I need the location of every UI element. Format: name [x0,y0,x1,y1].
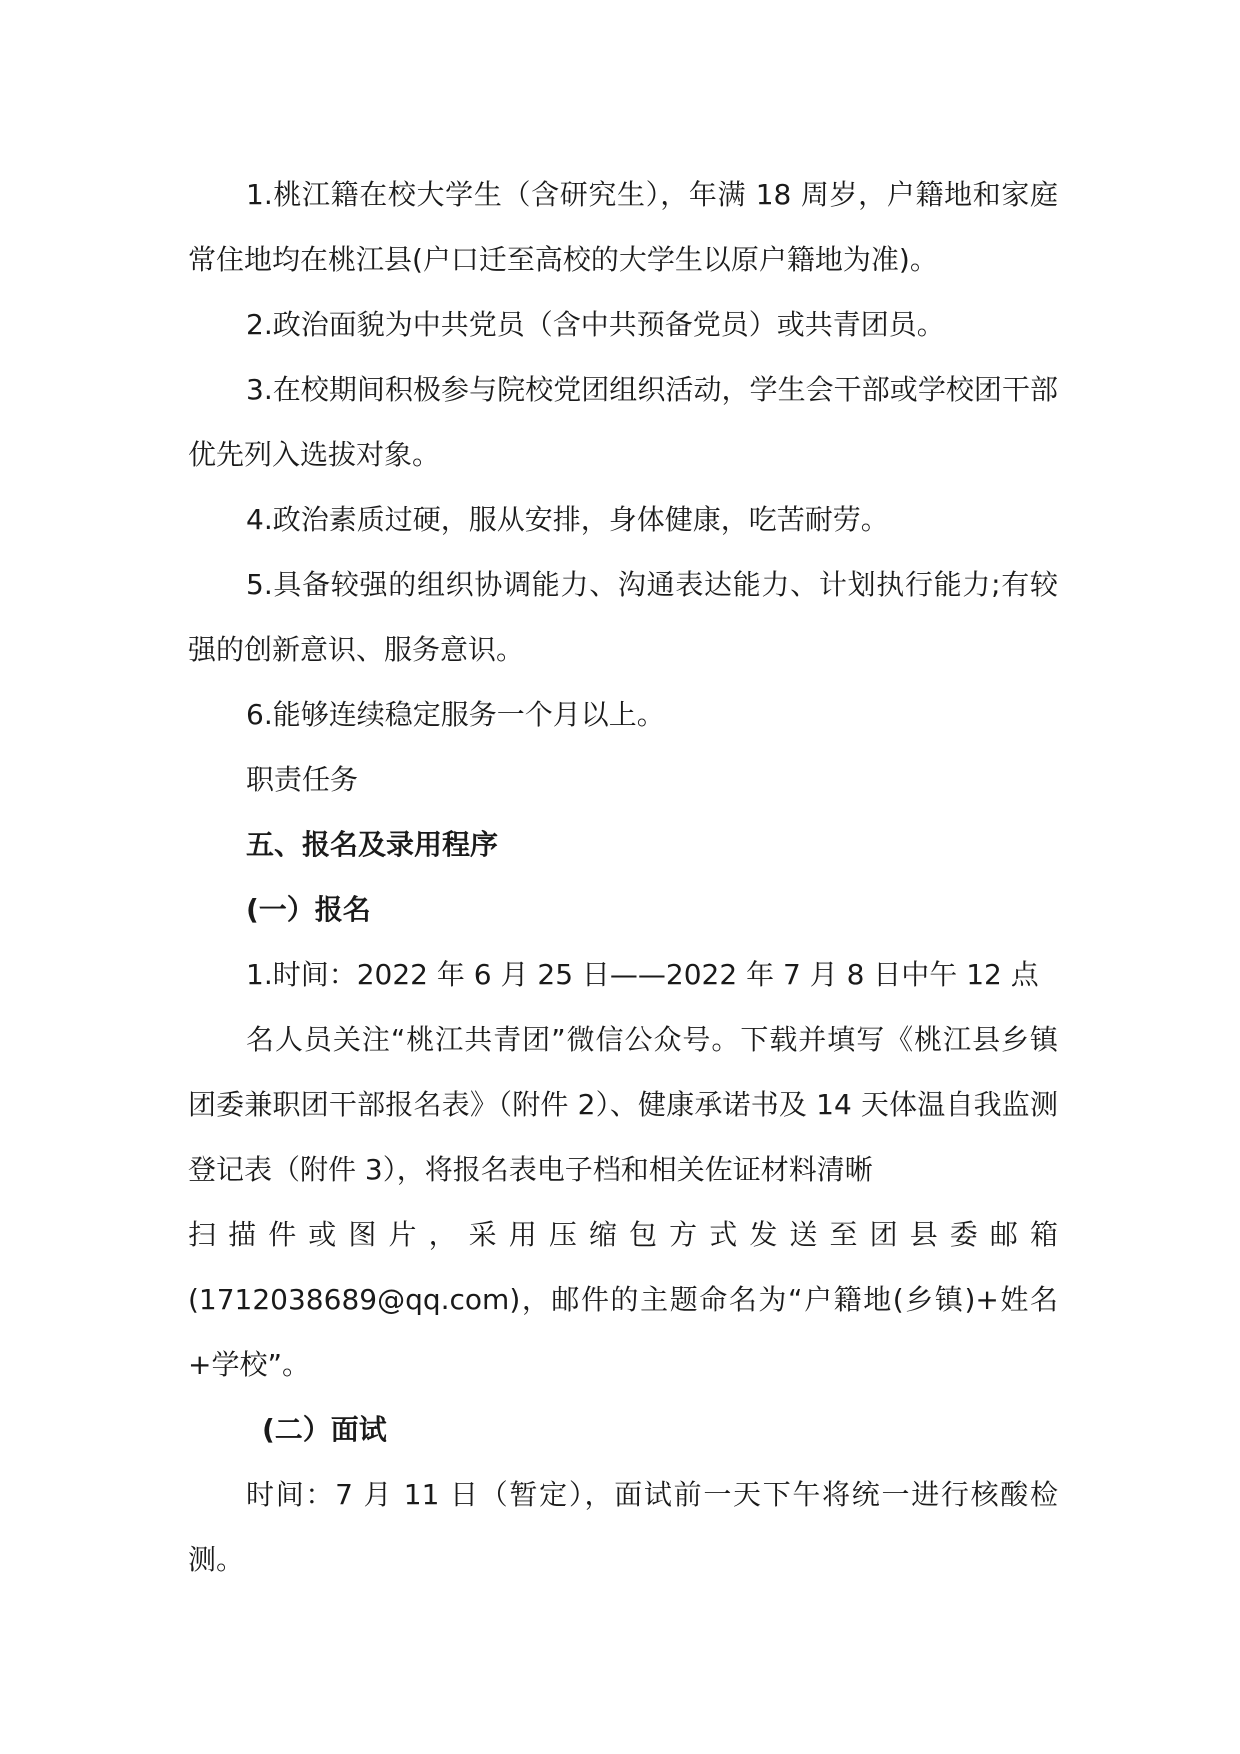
requirement-2: 2.政治面貌为中共党员（含中共预备党员）或共青团员。 [246,308,945,341]
requirement-3: 3.在校期间积极参与院校党团组织活动，学生会干部或学校团干部优先列入选拔对象。 [188,373,1058,471]
subsection-heading-signup: (一）报名 [246,893,371,926]
signup-email-paragraph: (1712038689@qq.com)，邮件的主题命名为“户籍地(乡镇)+姓名+学校”。 [188,1283,1058,1381]
signup-scan-line: 扫描件或图片，采用压缩包方式发送至团县委邮箱 [188,1218,1058,1251]
subsection-heading-interview: (二）面试 [262,1413,387,1446]
requirement-1: 1.桃江籍在校大学生（含研究生），年满 18 周岁，户籍地和家庭常住地均在桃江县(户口迁至高校的大学生以原户籍地为准)。 [188,178,1058,276]
requirement-6: 6.能够连续稳定服务一个月以上。 [246,698,665,731]
requirement-4: 4.政治素质过硬，服从安排，身体健康，吃苦耐劳。 [246,503,889,536]
section-heading-5: 五、报名及录用程序 [246,828,499,861]
interview-time-paragraph: 时间：7 月 11 日（暂定），面试前一天下午将统一进行核酸检测。 [188,1478,1058,1576]
duties-label: 职责任务 [246,763,359,796]
signup-time-paragraph: 1.时间：2022 年 6 月 25 日——2022 年 7 月 8 日中午 12 点 [246,958,1039,991]
signup-instructions-paragraph: 名人员关注“桃江共青团”微信公众号。下载并填写《桃江县乡镇团委兼职团干部报名表》（附件 2）、健康承诺书及 14 天体温自我监测登记表（附件 3），将报名表电子档和相关佐证材料清晰 [188,1023,1058,1186]
requirement-5: 5.具备较强的组织协调能力、沟通表达能力、计划执行能力;有较强的创新意识、服务意识。 [188,568,1058,666]
document-page [188,162,1058,1592]
